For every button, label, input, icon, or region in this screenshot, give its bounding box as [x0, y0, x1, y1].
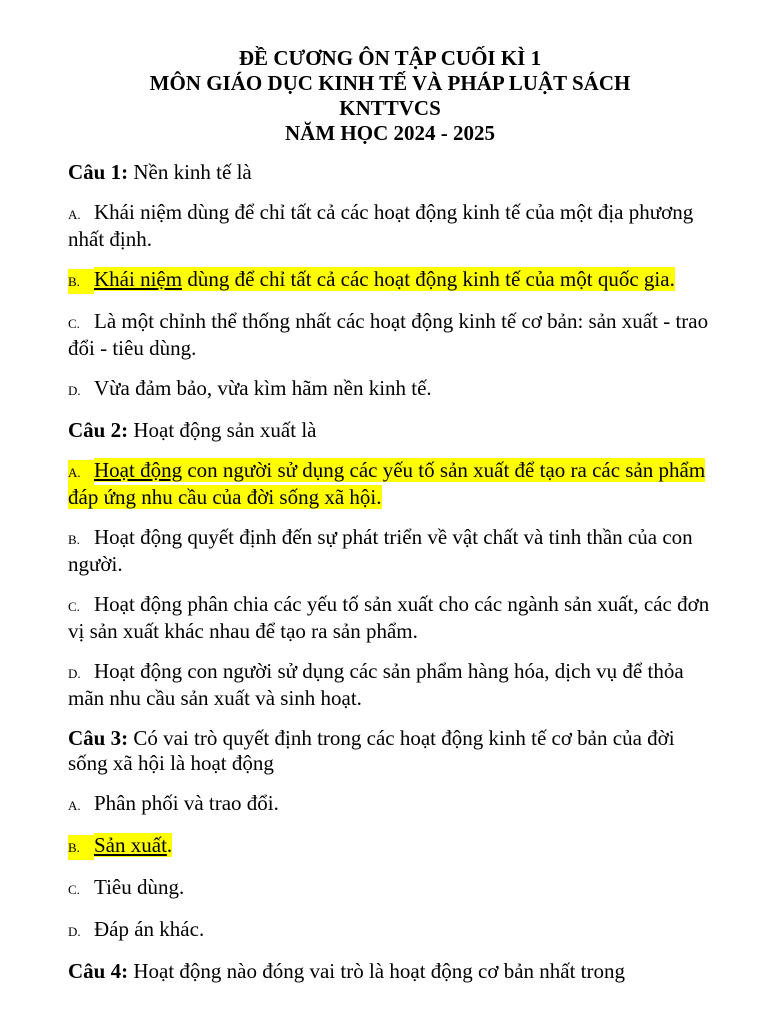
- option-2c: [68, 592, 712, 644]
- option-text: Hoạt động con người sử dụng các sản phẩm hàng hóa, dịch vụ để thỏa mãn nhu cầu sản xuất và sinh hoạt.: [68, 659, 684, 710]
- option-2d: [68, 659, 712, 711]
- question-4: [68, 959, 712, 984]
- option-1a: [68, 200, 712, 252]
- document-title: [68, 46, 712, 146]
- question-3: [68, 726, 712, 776]
- option-text: Vừa đảm bảo, vừa kìm hãm nền kinh tế.: [94, 376, 432, 400]
- option-letter: B.: [68, 532, 80, 547]
- question-label: Câu 3:: [68, 726, 129, 750]
- option-letter: C.: [68, 316, 80, 331]
- question-text: Hoạt động nào đóng vai trò là hoạt động cơ bản nhất trong: [133, 959, 626, 983]
- title-line-4: NĂM HỌC 2024 - 2025: [285, 121, 495, 145]
- question-text: Nền kinh tế là: [133, 160, 252, 184]
- option-text: Khái niệm dùng để chỉ tất cả các hoạt động kinh tế của một địa phương nhất định.: [68, 200, 694, 251]
- question-label: Câu 4:: [68, 959, 129, 983]
- title-line-1: ĐỀ CƯƠNG ÔN TẬP CUỐI KÌ 1: [238, 46, 542, 70]
- option-text: Là một chỉnh thể thống nhất các hoạt động kinh tế cơ bản: sản xuất - trao đổi - tiêu dùng.: [68, 309, 709, 360]
- option-letter: A.: [68, 798, 81, 813]
- option-underlined-text: Sản xuất: [94, 833, 167, 857]
- title-line-3: KNTTVCS: [339, 96, 441, 120]
- option-2a-correct: [68, 458, 712, 510]
- question-2: [68, 418, 712, 443]
- option-letter: B.: [68, 835, 94, 860]
- option-letter: C.: [68, 882, 80, 897]
- option-letter: C.: [68, 599, 80, 614]
- question-text: Hoạt động sản xuất là: [133, 418, 317, 442]
- option-underlined-text: Hoạt động: [94, 458, 183, 482]
- option-text: Hoạt động phân chia các yếu tố sản xuất cho các ngành sản xuất, các đơn vị sản xuất khác nhau để tạo ra sản phẩm.: [68, 592, 710, 643]
- option-3c: [68, 875, 712, 902]
- question-label: Câu 1:: [68, 160, 129, 184]
- option-2b: [68, 525, 712, 577]
- option-text: dùng để chỉ tất cả các hoạt động kinh tế của một quốc gia.: [182, 267, 675, 291]
- question-1: [68, 160, 712, 185]
- option-text: Phân phối và trao đổi.: [94, 791, 279, 815]
- option-underlined-text: Khái niệm: [94, 267, 183, 291]
- option-3a: [68, 791, 712, 818]
- option-letter: D.: [68, 383, 81, 398]
- option-3d: [68, 917, 712, 944]
- option-1d: [68, 376, 712, 403]
- option-text: con người sử dụng các yếu tố sản xuất để tạo ra các sản phẩm đáp ứng nhu cầu của đời sống xã hội.: [68, 458, 706, 509]
- option-letter: A.: [68, 460, 94, 485]
- option-1b-correct: [68, 267, 712, 294]
- question-label: Câu 2:: [68, 418, 129, 442]
- option-letter: B.: [68, 269, 94, 294]
- option-text: Đáp án khác.: [94, 917, 205, 941]
- option-letter: A.: [68, 207, 81, 222]
- option-letter: D.: [68, 666, 81, 681]
- option-3b-correct: [68, 833, 712, 860]
- option-text: .: [166, 833, 173, 857]
- title-line-2: MÔN GIÁO DỤC KINH TẾ VÀ PHÁP LUẬT SÁCH: [149, 71, 631, 95]
- option-text: Tiêu dùng.: [94, 875, 185, 899]
- option-letter: D.: [68, 924, 81, 939]
- option-text: Hoạt động quyết định đến sự phát triển về vật chất và tinh thần của con người.: [68, 525, 693, 576]
- question-text: Có vai trò quyết định trong các hoạt động kinh tế cơ bản của đời sống xã hội là hoạt động: [68, 726, 675, 775]
- option-1c: [68, 309, 712, 361]
